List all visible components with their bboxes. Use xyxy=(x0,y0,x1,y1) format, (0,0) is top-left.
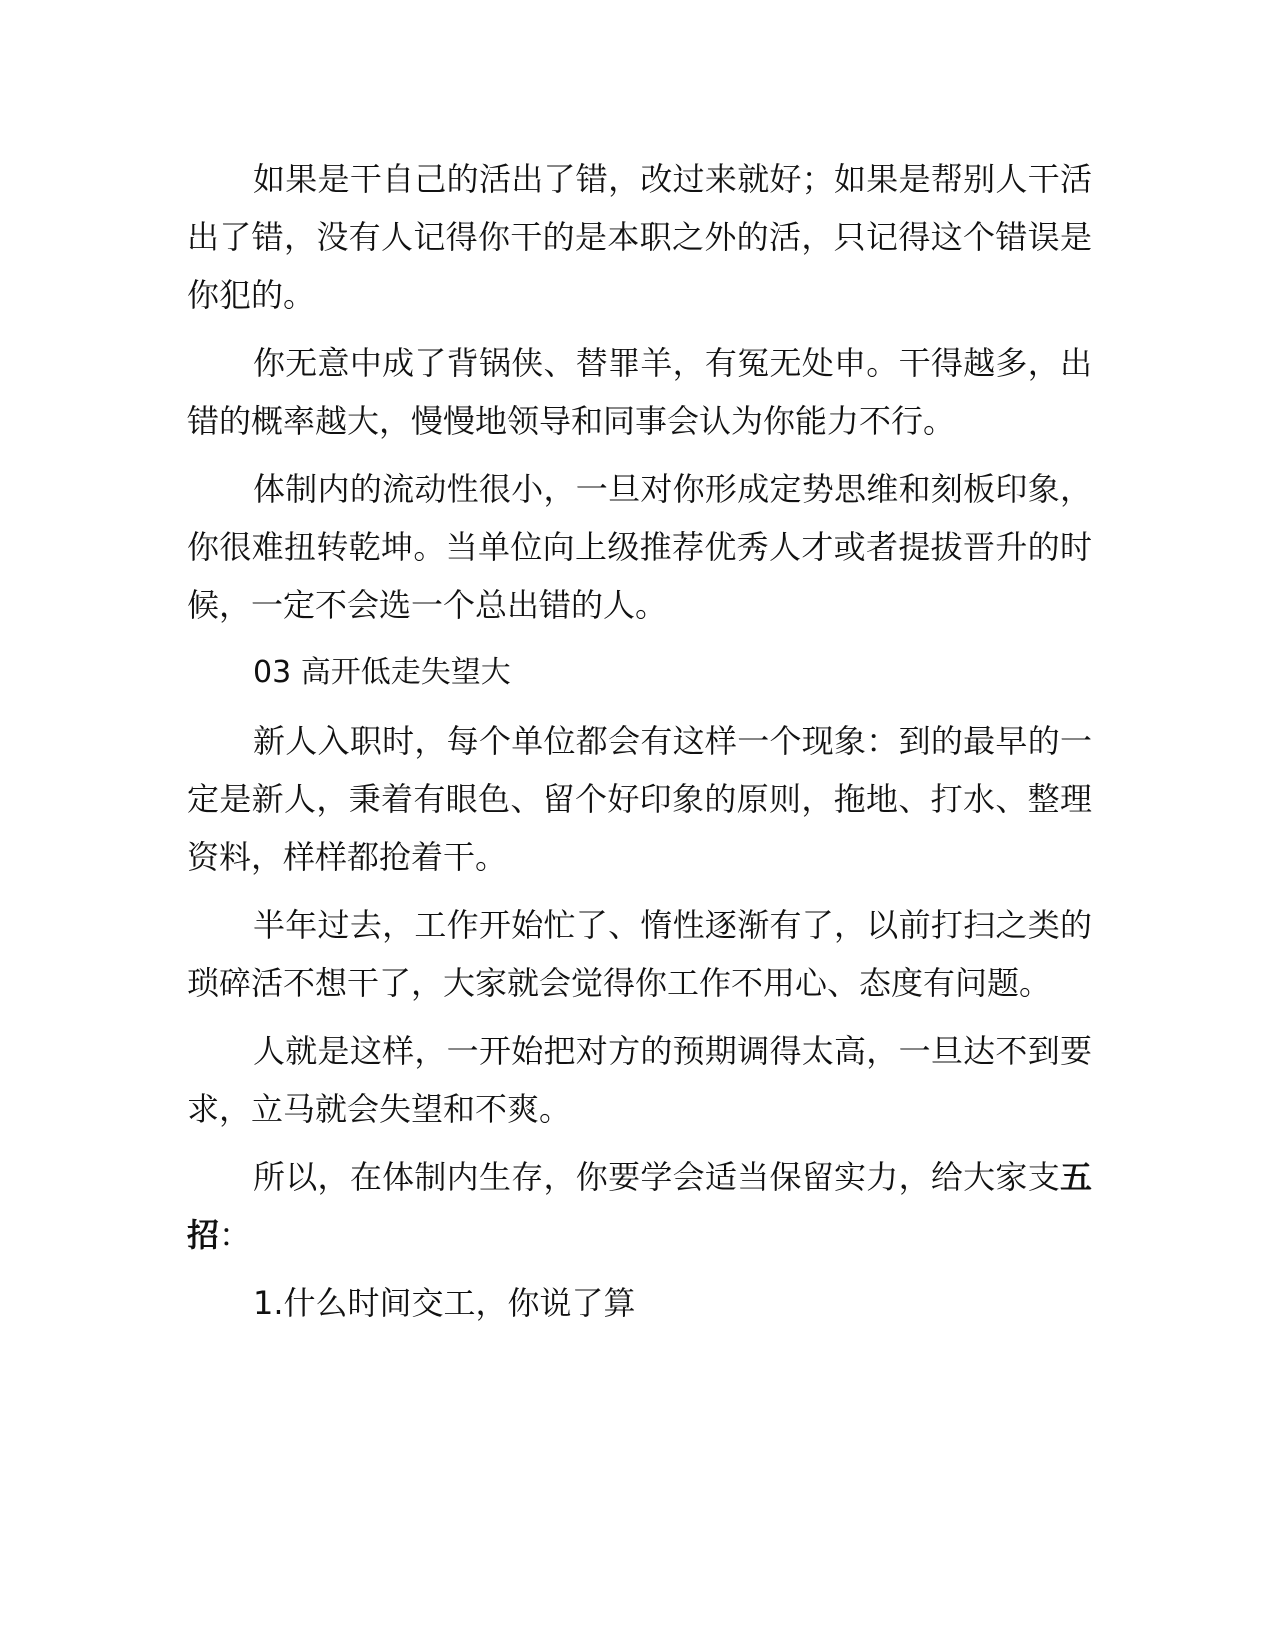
paragraph-2: 你无意中成了背锅侠、替罪羊，有冤无处申。干得越多，出错的概率越大，慢慢地领导和同事会认为你能力不行。 xyxy=(187,344,1092,440)
paragraph-6: 人就是这样，一开始把对方的预期调得太高，一旦达不到要求，立马就会失望和不爽。 xyxy=(187,1032,1092,1128)
paragraph-1: 如果是干自己的活出了错，改过来就好；如果是帮别人干活出了错，没有人记得你干的是本职之外的活，只记得这个错误是你犯的。 xyxy=(187,160,1092,314)
paragraph-7-tail: ： xyxy=(219,1216,252,1254)
paragraph-7-bold: 五招 xyxy=(187,1158,1092,1254)
paragraph-4: 新人入职时，每个单位都会有这样一个现象：到的最早的一定是新人，秉着有眼色、留个好印象的原则，拖地、打水、整理资料，样样都抢着干。 xyxy=(187,722,1092,876)
document-body xyxy=(187,150,1092,1342)
list-item-1: 1.什么时间交工，你说了算 xyxy=(253,1284,636,1322)
paragraph-5: 半年过去，工作开始忙了、惰性逐渐有了，以前打扫之类的琐碎活不想干了，大家就会觉得你工作不用心、态度有问题。 xyxy=(187,906,1092,1002)
paragraph-7-main: 所以，在体制内生存，你要学会适当保留实力，给大家支 xyxy=(253,1158,1060,1196)
paragraph-3: 体制内的流动性很小，一旦对你形成定势思维和刻板印象，你很难扭转乾坤。当单位向上级推荐优秀人才或者提拔晋升的时候，一定不会选一个总出错的人。 xyxy=(187,470,1092,624)
section-heading: 03 高开低走失望大 xyxy=(253,655,511,690)
paragraph-7 xyxy=(187,1148,1092,1264)
